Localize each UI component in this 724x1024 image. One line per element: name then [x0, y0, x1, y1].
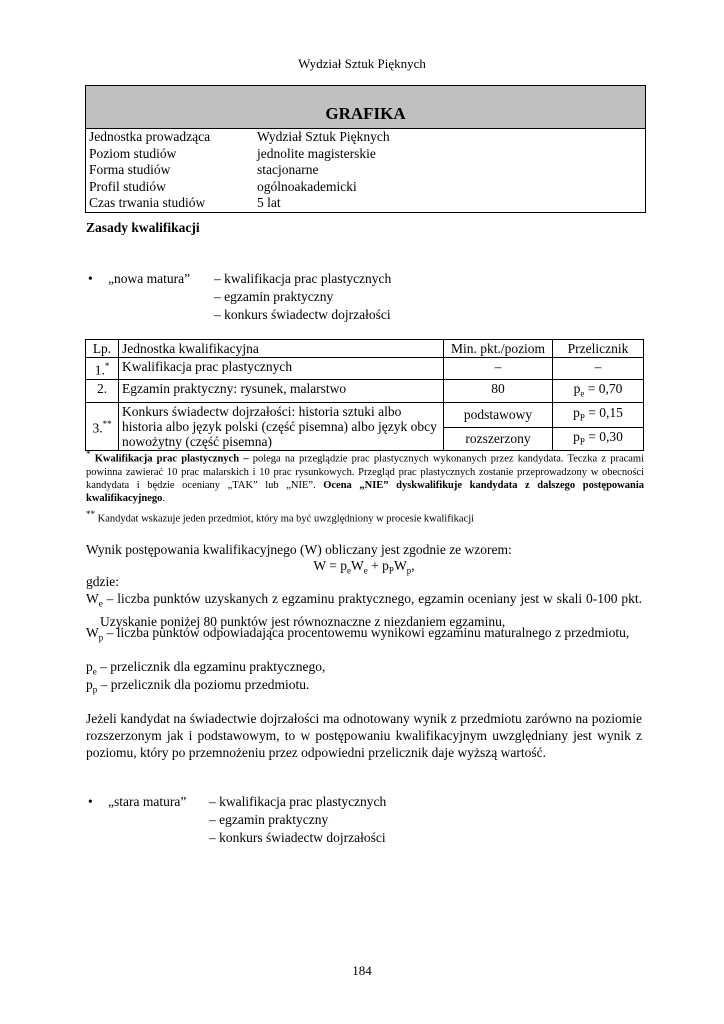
footnote-mark: *: [104, 361, 110, 371]
program-info-table: [85, 85, 646, 213]
definition-pp: $p_p$ – przelicznik dla poziomu przedmiotu.: [86, 677, 310, 695]
footnote-end: .: [162, 492, 166, 504]
table-cell: [553, 379, 644, 403]
list-item: – egzamin praktyczny: [209, 812, 329, 827]
column-header: Min. pkt./poziom: [444, 340, 553, 358]
footnote-text: polega na przeglądzie prac plastycznych wykonanych przez kandydata. Teczka z pracami powinna zawierać 10 prac malarskich i 10 prac rysunkowych. Przegląd prac plastycznych zostanie przeprowadzony w obecności kandydata i będzie oceniany „TAK” lub „NIE”.: [86, 453, 645, 491]
gdzie-label: gdzie:: [86, 574, 119, 589]
info-value: ogólnoakademicki: [257, 178, 357, 194]
info-row: [86, 129, 645, 146]
footnote-text: Kandydat wskazuje jeden przedmiot, który ma być uwzględniony w procesie kwalifikacji: [95, 513, 475, 525]
section-heading: Zasady kwalifikacji: [86, 220, 200, 235]
column-header: Lp.: [86, 340, 119, 358]
info-row: [86, 146, 645, 163]
factor-symbol: p: [573, 428, 580, 444]
table-cell: 2.: [86, 379, 119, 403]
info-row: [86, 162, 645, 179]
factor-subscript: P: [579, 412, 585, 423]
list-item: – egzamin praktyczny: [214, 289, 334, 304]
info-key: Forma studiów: [89, 162, 171, 177]
footnote-mark: *: [86, 449, 91, 459]
bullet-items: [209, 793, 386, 847]
footnote-mark: **: [86, 509, 95, 519]
footnote-2: [86, 508, 644, 526]
factor-value: = 0,30: [584, 428, 623, 444]
table-cell: [553, 403, 644, 427]
column-header: Jednostka kwalifikacyjna: [119, 340, 444, 358]
info-row: [86, 179, 645, 196]
program-title: GRAFIKA: [86, 86, 645, 129]
factor-symbol: p: [573, 380, 581, 396]
row-number: 1.: [94, 362, 105, 378]
table-row: [86, 403, 644, 427]
stara-matura-block: [88, 793, 488, 853]
info-row: [86, 195, 645, 212]
list-item: – konkurs świadectw dojrzałości: [209, 830, 386, 845]
info-value: Wydział Sztuk Pięknych: [257, 129, 390, 144]
wynik-paragraph: Wynik postępowania kwalifikacyjnego (W) obliczany jest zgodnie ze wzorem:: [86, 542, 512, 557]
bullet-icon: •: [88, 271, 93, 286]
factor-value: = 0,15: [584, 404, 623, 420]
bullet-label: „nowa matura”: [108, 271, 191, 286]
table-cell: 80: [444, 379, 553, 403]
qualification-table: [85, 339, 644, 451]
table-cell: [86, 403, 119, 451]
info-value: 5 lat: [257, 195, 281, 210]
info-key: Profil studiów: [89, 178, 166, 194]
info-value: jednolite magisterskie: [257, 145, 376, 161]
definition-wp: $W_p$ – liczba punktów odpowiadająca procentowemu wynikowi egzaminu maturalnego z przedmiotu,: [86, 625, 630, 643]
factor-symbol: p: [573, 404, 580, 420]
factor-value: = 0,70: [584, 380, 623, 396]
column-header: Przelicznik: [553, 340, 644, 358]
table-cell: [86, 358, 119, 380]
footnote-bold: Kwalifikacja prac plastycznych –: [94, 453, 249, 465]
bullet-items: [214, 270, 391, 324]
table-cell: Egzamin praktyczny: rysunek, malarstwo: [119, 379, 444, 403]
table-cell: –: [553, 358, 644, 380]
page-number: 184: [352, 963, 372, 978]
info-value: stacjonarne: [257, 162, 319, 177]
table-cell: podstawowy: [444, 403, 553, 427]
table-cell: –: [444, 358, 553, 380]
formula: $W = p_eW_e + p_PW_p$,: [313, 558, 415, 576]
bullet-label: „stara matura”: [108, 794, 187, 809]
definition-we: $W_e$ – liczba punktów uzyskanych z egzaminu praktycznego, egzamin oceniany jest w skali 0-100 pkt. Uzyskanie poniżej 80 punktów jest równoznaczne z niezdaniem egzaminu,: [86, 591, 642, 629]
table-row: [86, 358, 644, 380]
info-key: Jednostka prowadząca: [89, 129, 211, 144]
list-item: – konkurs świadectw dojrzałości: [214, 307, 391, 322]
footnote-mark: **: [102, 419, 112, 430]
info-key: Poziom studiów: [89, 145, 177, 161]
list-item: – kwalifikacja prac plastycznych: [209, 794, 387, 809]
table-header-row: [86, 340, 644, 358]
table-cell: Kwalifikacja prac plastycznych: [119, 358, 444, 380]
list-item: – kwalifikacja prac plastycznych: [214, 271, 392, 286]
bullet-icon: •: [88, 794, 93, 809]
factor-subscript: e: [580, 388, 585, 399]
row-number: 3.: [92, 420, 103, 436]
table-row: [86, 379, 644, 403]
jezeli-paragraph: Jeżeli kandydat na świadectwie dojrzałości ma odnotowany wynik z przedmiotu zarówno na poziomie rozszerzonym jak i podstawowym, to w postępowaniu kwalifikacyjnym uwzględniany jest wynik z poziomu, który po przemnożeniu przez odpowiedni przelicznik daje wyższą wartość.: [86, 711, 642, 760]
nowa-matura-block: [88, 270, 488, 330]
footnote-bold: Ocena „NIE” dyskwalifikuje kandydata z dalszego postępowania kwalifikacyjnego: [86, 479, 644, 504]
factor-subscript: P: [579, 436, 585, 447]
definition-pe: $p_e$ – przelicznik dla egzaminu praktycznego,: [86, 659, 326, 677]
table-cell: Konkurs świadectw dojrzałości: historia sztuki albo historia albo język polski (część pisemna) albo język obcy nowożytny (część pisemna): [119, 403, 444, 451]
table-cell: rozszerzony: [444, 427, 553, 451]
info-key: Czas trwania studiów: [89, 195, 206, 210]
page-header: Wydział Sztuk Pięknych: [298, 56, 426, 71]
footnote-1: [86, 448, 644, 505]
